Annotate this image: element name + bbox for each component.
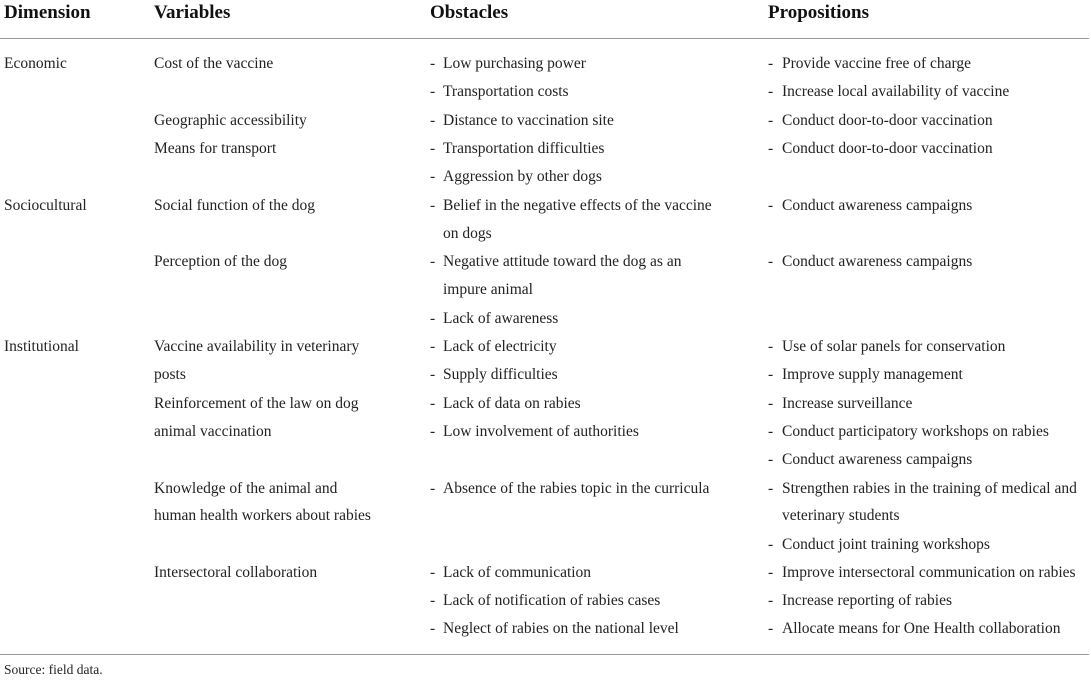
variable-cell: Geographic accessibility bbox=[154, 112, 307, 129]
proposition-item: veterinary students bbox=[782, 507, 900, 524]
bullet-dash: - bbox=[768, 395, 774, 412]
bullet-dash: - bbox=[430, 253, 436, 270]
header-divider bbox=[0, 38, 1089, 39]
obstacle-item: Lack of data on rabies bbox=[443, 395, 581, 412]
source-note: Source: field data. bbox=[4, 662, 103, 677]
bullet-dash: - bbox=[430, 140, 436, 157]
header-propositions: Propositions bbox=[768, 2, 870, 23]
bullet-dash: - bbox=[768, 140, 774, 157]
bullet-dash: - bbox=[430, 480, 436, 497]
obstacle-item: Supply difficulties bbox=[443, 366, 558, 383]
bullet-dash: - bbox=[768, 451, 774, 468]
obstacle-item: Lack of awareness bbox=[443, 310, 559, 327]
bullet-dash: - bbox=[768, 564, 774, 581]
proposition-item: Improve intersectoral communication on rabies bbox=[782, 564, 1076, 581]
obstacle-item: Low purchasing power bbox=[443, 55, 586, 72]
bullet-dash: - bbox=[430, 366, 436, 383]
obstacle-item: Lack of electricity bbox=[443, 338, 557, 355]
variable-cell: Intersectoral collaboration bbox=[154, 564, 318, 581]
obstacle-item: Distance to vaccination site bbox=[443, 112, 614, 129]
proposition-item: Increase reporting of rabies bbox=[782, 592, 952, 609]
obstacle-item: Negative attitude toward the dog as an bbox=[443, 253, 682, 270]
variable-cell: Means for transport bbox=[154, 140, 277, 157]
bullet-dash: - bbox=[430, 55, 436, 72]
bullet-dash: - bbox=[768, 423, 774, 440]
bullet-dash: - bbox=[430, 395, 436, 412]
obstacle-item: Lack of notification of rabies cases bbox=[443, 592, 661, 609]
variable-cell: Vaccine availability in veterinary bbox=[154, 338, 360, 355]
bullet-dash: - bbox=[430, 112, 436, 129]
bullet-dash: - bbox=[430, 83, 436, 100]
bullet-dash: - bbox=[768, 366, 774, 383]
dimension-sociocultural: Sociocultural bbox=[4, 197, 87, 214]
proposition-item: Use of solar panels for conservation bbox=[782, 338, 1006, 355]
proposition-item: Conduct door-to-door vaccination bbox=[782, 140, 993, 157]
bullet-dash: - bbox=[768, 536, 774, 553]
obstacle-item: Neglect of rabies on the national level bbox=[443, 620, 679, 637]
dimension-institutional: Institutional bbox=[4, 338, 79, 355]
header-obstacles: Obstacles bbox=[430, 2, 509, 23]
variable-cell: Social function of the dog bbox=[154, 197, 315, 214]
variable-cell: human health workers about rabies bbox=[154, 507, 371, 524]
bullet-dash: - bbox=[768, 197, 774, 214]
bullet-dash: - bbox=[768, 620, 774, 637]
bullet-dash: - bbox=[430, 592, 436, 609]
bullet-dash: - bbox=[430, 620, 436, 637]
bullet-dash: - bbox=[430, 423, 436, 440]
proposition-item: Conduct door-to-door vaccination bbox=[782, 112, 993, 129]
proposition-item: Conduct participatory workshops on rabies bbox=[782, 423, 1049, 440]
bullet-dash: - bbox=[430, 564, 436, 581]
header-variables: Variables bbox=[154, 2, 231, 23]
proposition-item: Conduct awareness campaigns bbox=[782, 197, 973, 214]
obstacle-item: Transportation costs bbox=[443, 83, 569, 100]
obstacle-item: Aggression by other dogs bbox=[443, 168, 602, 185]
proposition-item: Increase local availability of vaccine bbox=[782, 83, 1010, 100]
obstacle-item: Belief in the negative effects of the vaccine bbox=[443, 197, 712, 214]
bullet-dash: - bbox=[430, 310, 436, 327]
proposition-item: Provide vaccine free of charge bbox=[782, 55, 972, 72]
bullet-dash: - bbox=[768, 338, 774, 355]
bullet-dash: - bbox=[768, 55, 774, 72]
variable-cell: Knowledge of the animal and bbox=[154, 480, 338, 497]
proposition-item: Improve supply management bbox=[782, 366, 963, 383]
bullet-dash: - bbox=[768, 253, 774, 270]
bullet-dash: - bbox=[430, 338, 436, 355]
bullet-dash: - bbox=[430, 168, 436, 185]
obstacle-item: Lack of communication bbox=[443, 564, 592, 581]
proposition-item: Allocate means for One Health collaboration bbox=[782, 620, 1061, 637]
obstacle-item: Low involvement of authorities bbox=[443, 423, 639, 440]
variable-cell: Reinforcement of the law on dog bbox=[154, 395, 359, 412]
proposition-item: Conduct joint training workshops bbox=[782, 536, 990, 553]
bullet-dash: - bbox=[768, 480, 774, 497]
obstacle-item: impure animal bbox=[443, 281, 533, 298]
proposition-item: Strengthen rabies in the training of medical and bbox=[782, 480, 1077, 497]
bullet-dash: - bbox=[430, 197, 436, 214]
variable-cell: Perception of the dog bbox=[154, 253, 288, 270]
bullet-dash: - bbox=[768, 112, 774, 129]
obstacle-item: on dogs bbox=[443, 225, 492, 242]
proposition-item: Conduct awareness campaigns bbox=[782, 253, 973, 270]
bullet-dash: - bbox=[768, 83, 774, 100]
obstacle-item: Absence of the rabies topic in the curricula bbox=[443, 480, 710, 497]
bullet-dash: - bbox=[768, 592, 774, 609]
proposition-item: Conduct awareness campaigns bbox=[782, 451, 973, 468]
proposition-item: Increase surveillance bbox=[782, 395, 913, 412]
variable-cell: posts bbox=[154, 366, 186, 383]
header-dimension: Dimension bbox=[4, 2, 91, 23]
bottom-divider bbox=[0, 654, 1089, 655]
obstacle-item: Transportation difficulties bbox=[443, 140, 605, 157]
variable-cell: Cost of the vaccine bbox=[154, 55, 274, 72]
variable-cell: animal vaccination bbox=[154, 423, 272, 440]
dimension-economic: Economic bbox=[4, 55, 67, 72]
